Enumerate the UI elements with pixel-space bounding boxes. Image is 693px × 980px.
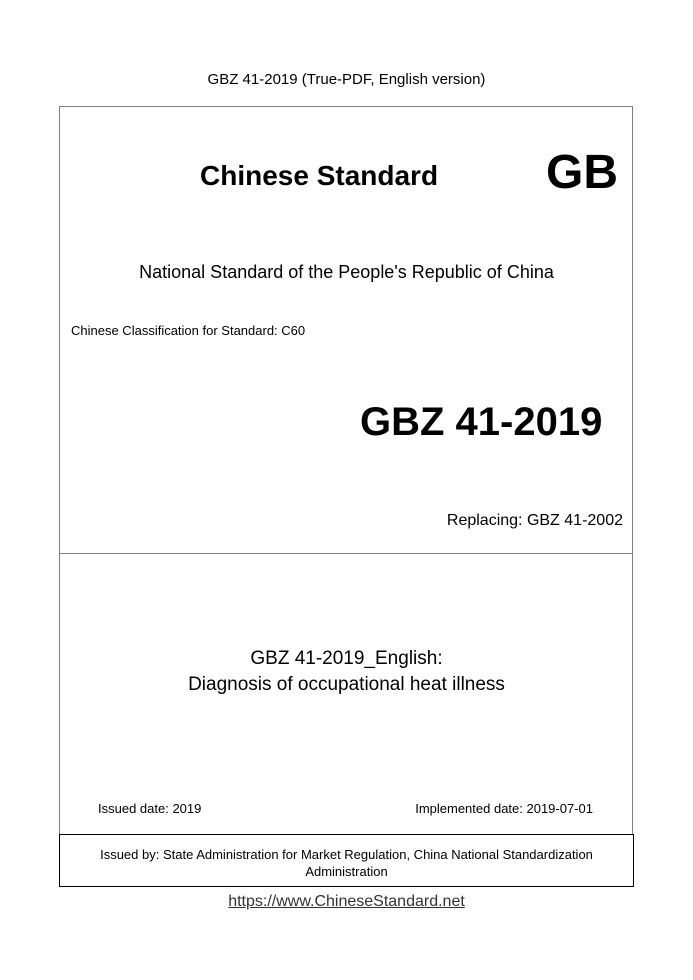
document-title-line-1: GBZ 41-2019_English: [250,648,443,669]
document-title [0,646,693,698]
website-link[interactable]: https://www.ChineseStandard.net [228,893,465,910]
issued-date: Issued date: 2019 [98,801,202,816]
classification-label: Chinese Classification for Standard: C60 [71,323,306,338]
issuer-line-1: Issued by: State Administration for Market Regulation, China National Standardization [100,847,593,862]
replacing-label: Replacing: GBZ 41-2002 [446,512,623,529]
footer [0,893,693,911]
document-header-title: GBZ 41-2019 (True-PDF, English version) [207,71,486,88]
national-standard-label: National Standard of the People's Republic of China [139,262,554,282]
gb-mark: GB [546,146,618,199]
document-title-line-2: Diagnosis of occupational heat illness [188,674,505,695]
issuer-line-2: Administration [305,864,388,879]
chinese-standard-heading: Chinese Standard [200,160,439,191]
issuer-box [59,834,634,887]
standard-number: GBZ 41-2019 [360,400,603,444]
implemented-date: Implemented date: 2019-07-01 [415,801,593,816]
